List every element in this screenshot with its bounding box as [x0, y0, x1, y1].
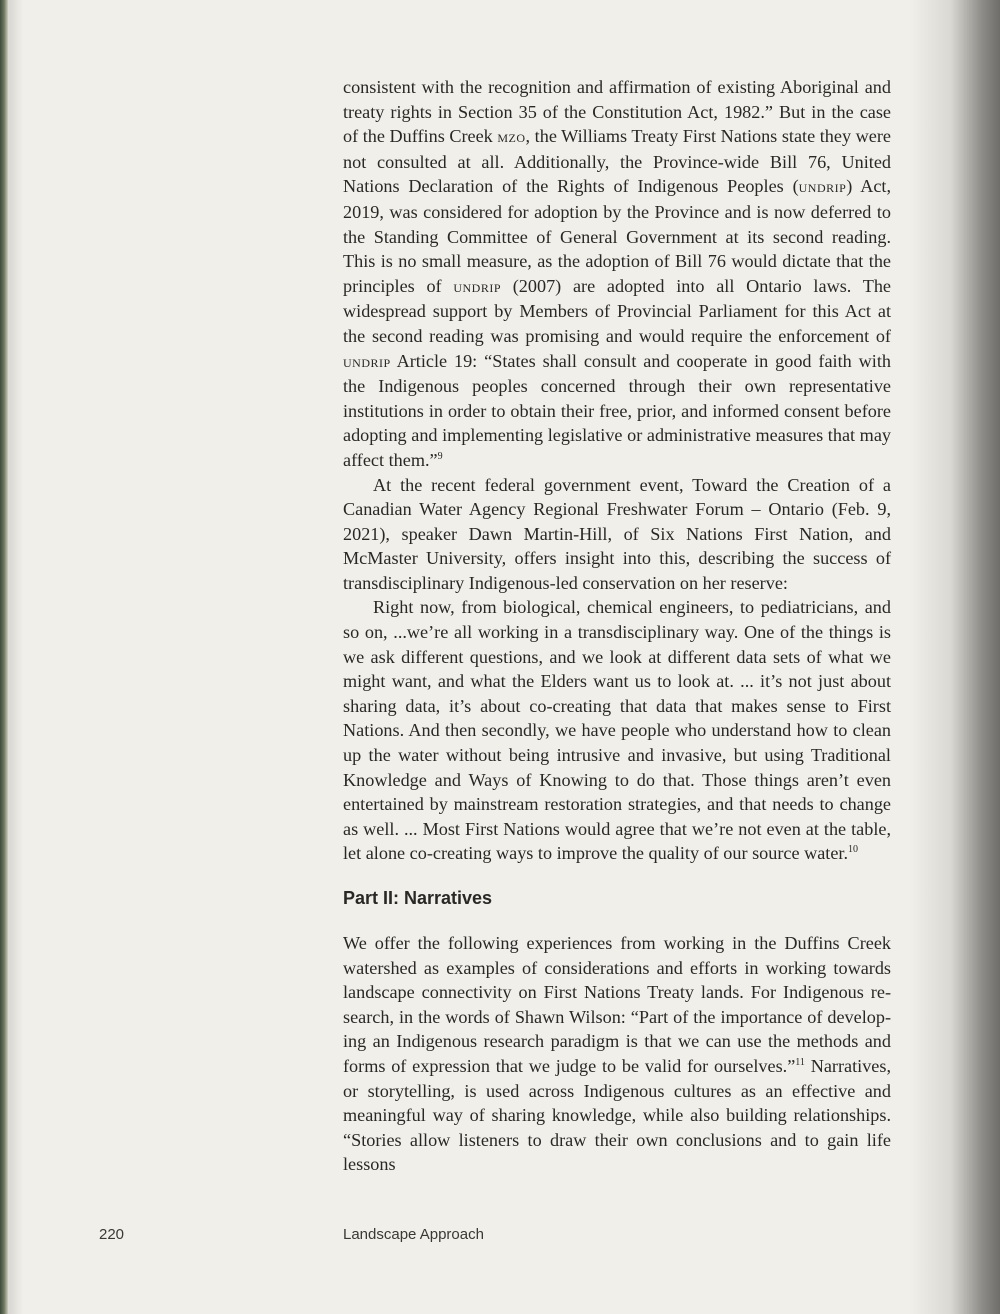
text-run: Narratives, or storytelling, is used across Indigenous cultures as an effective and meaningful way of sharing knowledge, while also building relationships. “Stories allow listeners to draw their own conclusions and to gain life lessons: [343, 1055, 891, 1175]
block-quote: [343, 595, 891, 866]
footnote-marker: 10: [848, 844, 859, 856]
small-caps-abbreviation: undrip: [343, 351, 391, 371]
text-run: Article 19: “States shall consult and cooperate in good faith with the Indigenous peoples concerned through their own representative institutions in order to obtain their free, prior, and informed consent before adopting and implementing legislative or administrative measures that may affect them.”: [343, 350, 891, 470]
text-run: We offer the following experiences from working in the Duffins Creek watershed as examples of considerations and efforts in working towards landscape connectivity on First Nations Treaty lands. For Indigenous research, in the words of Shawn Wilson: “Part of the importance of developing an Indigenous research paradigm is that we can use the methods and forms of expression that we judge to be valid for ourselves.”: [343, 933, 891, 1076]
text-run: , the Williams Treaty First Nations state they were not consulted at all. Additionally, the Province-wide Bill 76, United Nations Declaration of the Rights of Indigenous Peoples (: [343, 126, 891, 197]
text-run: (2007) are adopted into all Ontario laws. The widespread support by Members of Provincial Parliament for this Act at the second reading was promising and would require the enforcement of: [343, 275, 892, 346]
paragraph-1: [343, 75, 891, 473]
small-caps-abbreviation: undrip: [453, 276, 502, 296]
small-caps-abbreviation: undrip: [798, 177, 847, 197]
quote-text: Right now, from biological, chemical engineers, to pediatricians, and so on, ...we’re all working in a transdisciplinary way. One of the things is we ask different questions, and we look at different data sets of what we might want, and what the Elders want us to look at. ... it’s not just about sharing data, it’s about co-creating that data that makes sense to First Nations. And then secondly, we have people who understand how to clean up the water without being intrusive and invasive, but using Traditional Knowledge and Ways of Knowing to do that. Those things aren’t even entertained by mainstream restoration strategies, and that needs to change as well. ... Most First Nations would agree that we’re not even at the table, let alone co-creating ways to improve the quality of our source water.: [343, 597, 891, 864]
page-gutter-shadow: [910, 0, 1000, 1314]
book-binding-edge: [0, 0, 9, 1314]
running-footer-title: Landscape Approach: [343, 1226, 484, 1243]
small-caps-abbreviation: mzo: [497, 127, 526, 147]
binding-shadow: [9, 0, 23, 1314]
body-text: [343, 75, 891, 1177]
text-run: consistent with the recognition and affirmation of existing Aboriginal and treaty rights in Section 35 of the Constitution Act, 1982.” But in the case of the Duffins Creek: [343, 77, 891, 147]
paragraph-2: At the recent federal government event, Toward the Creation of a Canadian Water Agency Regional Freshwater Forum – Ontario (Feb. 9, 2021), speaker Dawn Martin-Hill, of Six Nations First Nation, and McMaster University, offers insight into this, describing the success of transdisciplinary Indigenous-led conservation on her reserve:: [343, 474, 891, 593]
paragraph-3: [343, 931, 891, 1177]
footnote-marker: 9: [437, 450, 443, 462]
page-number: 220: [99, 1226, 125, 1243]
section-heading: Part II: Narratives: [343, 888, 493, 908]
footnote-marker: 11: [795, 1056, 805, 1068]
text-run: ) Act, 2019, was considered for adoption by the Province and is now deferred to the Standing Committee of General Government at its second reading. This is no small measure, as the adoption of Bill 76 would dictate that the principles of: [343, 176, 891, 296]
